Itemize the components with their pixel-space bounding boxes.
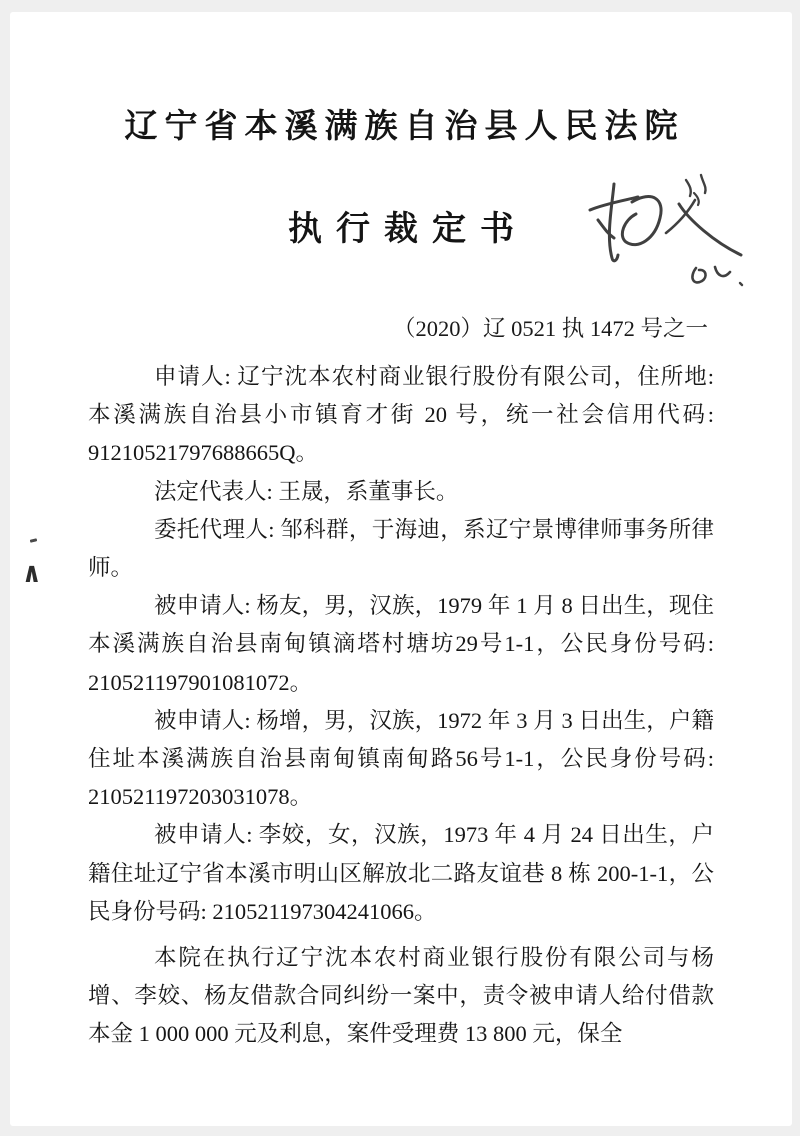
attorney-paragraph: 委托代理人: 邹科群，于海迪，系辽宁景博律师事务所律师。: [88, 516, 714, 581]
respondent-3-paragraph: 被申请人: 李姣，女，汉族，1973 年 4 月 24 日出生，户籍住址辽宁省本溪市明山区解放北二路友谊巷 8 栋 200-1-1，公民身份号码: 210521197304241066。: [88, 822, 714, 924]
document-body: [10, 358, 792, 1054]
scan-artifact-caret-mark: ∧: [22, 559, 42, 590]
document-title: 执行裁定书: [288, 211, 528, 248]
case-summary-paragraph: 本院在执行辽宁沈本农村商业银行股份有限公司与杨增、李姣、杨友借款合同纠纷一案中，责令被申请人给付借款本金 1 000 000 元及利息，案件受理费 13 800 元，保全: [88, 945, 714, 1047]
respondent-1-paragraph: 被申请人: 杨友，男，汉族，1979 年 1 月 8 日出生，现住本溪满族自治县南甸镇滴塔村塘坊29号1-1，公民身份号码: 210521197901081072。: [88, 593, 714, 695]
court-name: 辽宁省本溪满族自治县人民法院: [124, 109, 685, 145]
case-number: （2020）辽 0521 执 1472 号之一: [392, 316, 708, 341]
applicant-paragraph: 申请人: 辽宁沈本农村商业银行股份有限公司，住所地: 本溪满族自治县小市镇育才街 20 号，统一社会信用代码: 91210521797688665Q。: [88, 364, 714, 466]
respondent-2-paragraph: 被申请人: 杨增，男，汉族，1972 年 3 月 3 日出生，户籍住址本溪满族自治县南甸镇南甸路56号1-1，公民身份号码: 210521197203031078。: [88, 707, 714, 810]
document-page: [10, 12, 792, 1126]
legal-representative-paragraph: 法定代表人: 王晟，系董事长。: [154, 478, 459, 504]
handwritten-signature-icon: [568, 162, 768, 297]
